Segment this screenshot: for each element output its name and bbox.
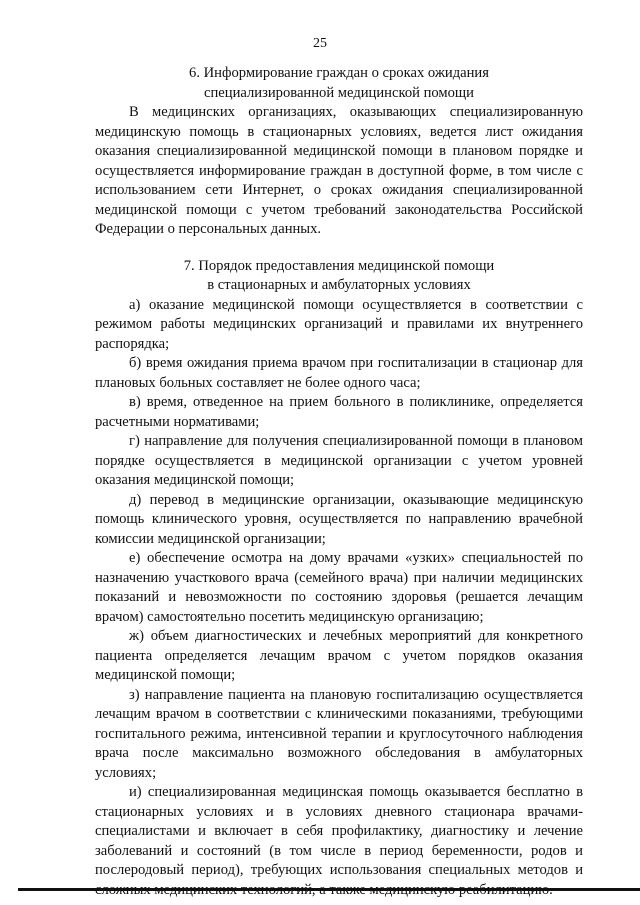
section-7-item-i: и) специализированная медицинская помощь оказывается бесплатно в стационарных условиях и в условиях дневного стационара врачами-специалистами и включает в себя профилактику, диагностику и лечение заболеваний и состояний (в том числе в период беременности, родов и послеродовый период), требующих использования специальных методов и	[95, 784, 583, 878]
section-7-item-e: е) обеспечение осмотра на дому врачами «узких» специальностей по назначению участкового врача (семейного врача) при наличии медицинских показаний и невозможности по состоянию здоровья (решается лечащим врачом) самостоятельно посетить медицинскую организацию;	[95, 550, 583, 625]
document-body	[95, 64, 583, 900]
section-7-item-g: г) направление для получения специализированной помощи в плановом порядке осуществляется в медицинской организации с учетом уровней оказания медицинской помощи;	[95, 433, 583, 488]
section-7-item-zh: ж) объем диагностических и лечебных мероприятий для конкретного пациента определяется лечащим врачом с учетом порядков оказания медицинской помощи;	[95, 628, 583, 683]
section-7-heading-line-2: в стационарных и амбулаторных условиях	[207, 277, 471, 293]
section-7-item-a: а) оказание медицинской помощи осуществляется в соответствии с режимом работы медицинских организаций и правилами их внутреннего распорядка;	[95, 296, 583, 352]
section-7-item-v: в) время, отведенное на прием больного в поликлинике, определяется расчетными нормативами;	[95, 394, 583, 430]
page-number: 25	[313, 36, 327, 51]
section-7-item-d: д) перевод в медицинские организации, оказывающие медицинскую помощь клинического уровня, осуществляется по направлению врачебной комиссии медицинской организации;	[95, 491, 583, 547]
section-6-heading-line-2: специализированной медицинской помощи	[204, 84, 474, 101]
section-6-heading	[95, 64, 583, 103]
section-7-item-b: б) время ожидания приема врачом при госпитализации в стационар для плановых больных составляет не более одного часа;	[95, 355, 583, 391]
section-6-paragraph: В медицинских организациях, оказывающих специализированную медицинскую помощь в стационарных условиях, ведется лист ожидания оказания специализированной медицинской помощи в плановом порядке и осуществляется информирование граждан в доступной форме, в том числе с использованием сети Интернет, о сроках ожидания специализированной медицинской помощи с учетом требований законодательства Российской Федерации о персональных данных.	[95, 104, 583, 237]
bottom-border-line	[18, 888, 640, 891]
section-7-item-z: з) направление пациента на плановую госпитализацию осуществляется лечащим врачом в соответствии с клиническими показаниями, требующими госпитального режима, интенсивной терапии и круглосуточного наблюдения врача после максимально возможного обследования в амбулаторных условиях;	[95, 686, 583, 781]
section-6-heading-line-1: 6. Информирование граждан о сроках ожидания	[189, 65, 489, 81]
section-7-heading-line-1: 7. Порядок предоставления медицинской помощи	[183, 257, 495, 274]
section-7-heading	[95, 257, 583, 296]
